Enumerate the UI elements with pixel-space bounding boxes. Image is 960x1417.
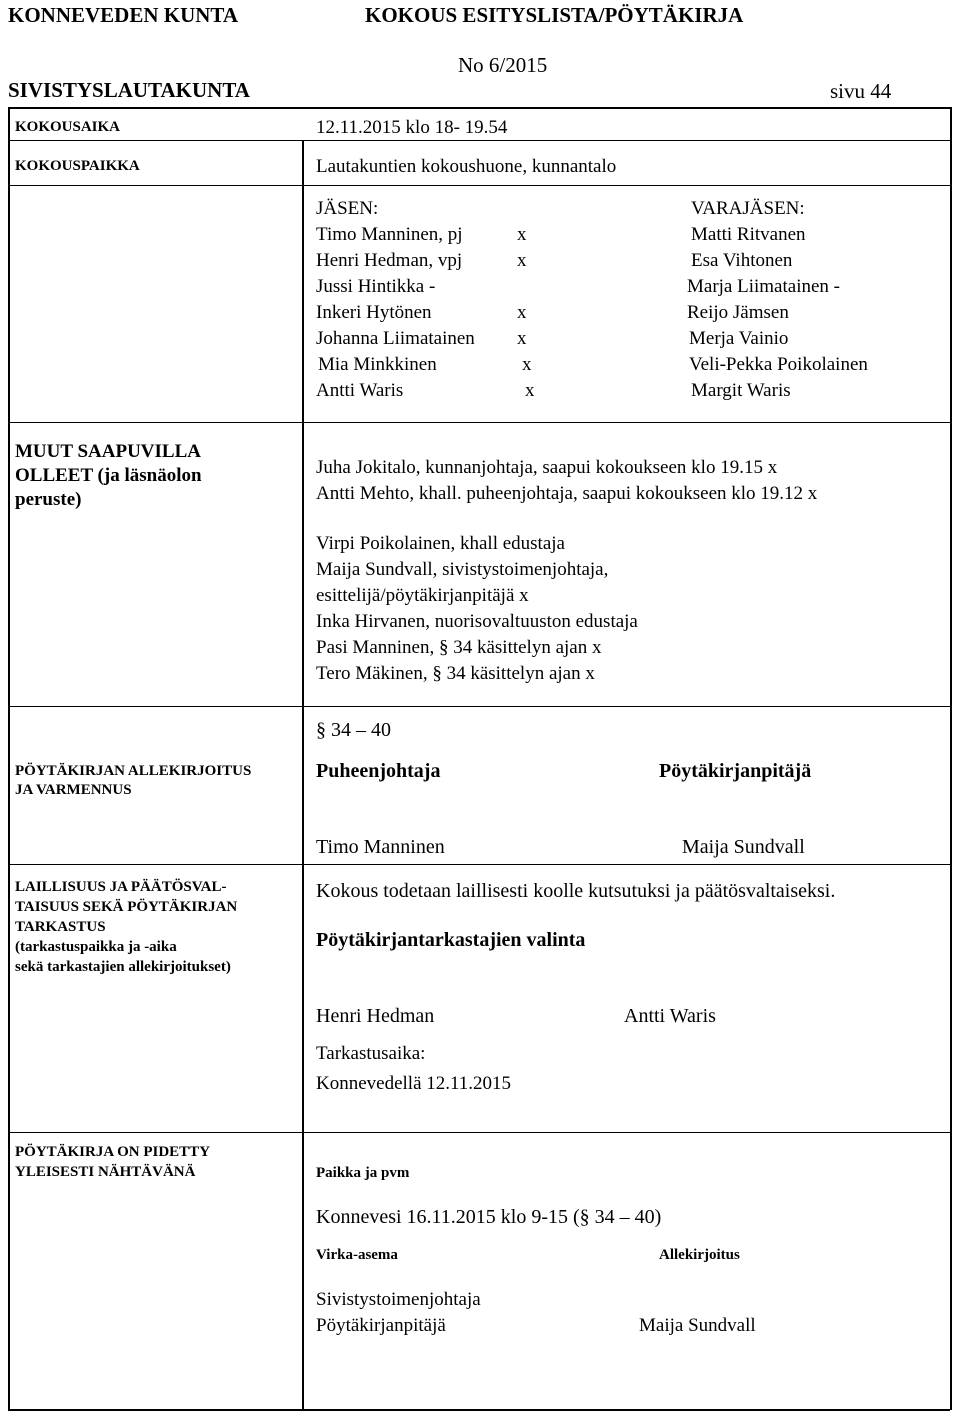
office-line: Pöytäkirjanpitäjä bbox=[316, 1315, 446, 1336]
rule-5 bbox=[8, 864, 950, 865]
member-name: Johanna Liimatainen bbox=[316, 328, 475, 349]
review-time-label: Tarkastusaika: bbox=[316, 1043, 426, 1064]
deputy-name: Merja Vainio bbox=[689, 328, 789, 349]
office-line: Sivistystoimenjohtaja bbox=[316, 1289, 481, 1310]
others-label-line: OLLEET (ja läsnäolon bbox=[15, 465, 202, 486]
attendee-line: Pasi Manninen, § 34 käsittelyn ajan x bbox=[316, 637, 602, 658]
attendee-line: Tero Mäkinen, § 34 käsittelyn ajan x bbox=[316, 663, 595, 684]
rule-right bbox=[950, 107, 952, 1410]
member-name: Mia Minkkinen bbox=[318, 354, 437, 375]
deputy-name: Matti Ritvanen bbox=[691, 224, 806, 245]
member-name: Antti Waris bbox=[316, 380, 404, 401]
rule-3 bbox=[8, 422, 950, 423]
attendance-mark: x bbox=[517, 250, 527, 271]
attendee-line: Antti Mehto, khall. puheenjohtaja, saapui kokoukseen klo 19.12 x bbox=[316, 483, 818, 504]
attendee-line: Juha Jokitalo, kunnanjohtaja, saapui kokoukseen klo 19.15 x bbox=[316, 457, 778, 478]
place-date-label: Paikka ja pvm bbox=[316, 1165, 410, 1181]
reviewers-heading: Pöytäkirjantarkastajien valinta bbox=[316, 929, 586, 951]
page-number: sivu 44 bbox=[830, 79, 892, 103]
rule-top bbox=[8, 107, 950, 109]
signature-label: Allekirjoitus bbox=[659, 1247, 740, 1263]
deputy-name: Veli-Pekka Poikolainen bbox=[689, 354, 868, 375]
meeting-place-label: KOKOUSPAIKKA bbox=[15, 158, 140, 174]
members-heading: JÄSEN: bbox=[316, 198, 379, 219]
municipality-name: KONNEVEDEN KUNTA bbox=[8, 3, 239, 27]
rule-1 bbox=[8, 140, 950, 141]
deputy-name: Esa Vihtonen bbox=[691, 250, 793, 271]
meeting-time-label: KOKOUSAIKA bbox=[15, 119, 121, 135]
attendee-line: esittelijä/pöytäkirjanpitäjä x bbox=[316, 585, 529, 606]
attendance-mark: x bbox=[517, 328, 527, 349]
section-range: § 34 – 40 bbox=[316, 719, 391, 741]
place-date-value: Konnevesi 16.11.2015 klo 9-15 (§ 34 – 40) bbox=[316, 1206, 662, 1228]
legality-statement: Kokous todetaan laillisesti koolle kutsutuksi ja päätösvaltaiseksi. bbox=[316, 880, 836, 902]
office-label: Virka-asema bbox=[316, 1247, 398, 1263]
deputy-name: Reijo Jämsen bbox=[687, 302, 789, 323]
attendance-mark: x bbox=[522, 354, 532, 375]
rule-column bbox=[302, 140, 304, 1410]
rule-left bbox=[8, 107, 10, 1410]
attendee-line: Inka Hirvanen, nuorisovaltuuston edustaja bbox=[316, 611, 638, 632]
legality-label-line: (tarkastuspaikka ja -aika bbox=[15, 939, 177, 955]
deputy-name: Margit Waris bbox=[691, 380, 791, 401]
signer-name: Maija Sundvall bbox=[639, 1315, 756, 1336]
member-name: Inkeri Hytönen bbox=[316, 302, 432, 323]
rule-bottom bbox=[8, 1409, 950, 1411]
legality-label-line: TAISUUS SEKÄ PÖYTÄKIRJAN bbox=[15, 899, 238, 915]
display-label-line: YLEISESTI NÄHTÄVÄNÄ bbox=[15, 1164, 196, 1180]
document-number: No 6/2015 bbox=[458, 53, 548, 77]
attendance-mark: x bbox=[517, 302, 527, 323]
rule-2 bbox=[8, 185, 950, 186]
chair-title: Puheenjohtaja bbox=[316, 760, 441, 782]
member-name: Jussi Hintikka - bbox=[316, 276, 436, 297]
reviewer-name: Antti Waris bbox=[624, 1005, 716, 1027]
legality-label-line: sekä tarkastajien allekirjoitukset) bbox=[15, 959, 231, 975]
chair-name: Timo Manninen bbox=[316, 836, 445, 858]
member-name: Timo Manninen, pj bbox=[316, 224, 463, 245]
reviewer-name: Henri Hedman bbox=[316, 1005, 435, 1027]
attendance-mark: x bbox=[525, 380, 535, 401]
document-type: KOKOUS ESITYSLISTA/PÖYTÄKIRJA bbox=[365, 3, 744, 27]
others-label-line: peruste) bbox=[15, 489, 82, 510]
legality-label-line: LAILLISUUS JA PÄÄTÖSVAL- bbox=[15, 879, 227, 895]
meeting-time-value: 12.11.2015 klo 18- 19.54 bbox=[316, 117, 508, 138]
legality-label-line: TARKASTUS bbox=[15, 919, 106, 935]
others-label-line: MUUT SAAPUVILLA bbox=[15, 441, 201, 462]
member-name: Henri Hedman, vpj bbox=[316, 250, 463, 271]
attendee-line: Virpi Poikolainen, khall edustaja bbox=[316, 533, 565, 554]
deputies-heading: VARAJÄSEN: bbox=[691, 198, 805, 219]
attendance-mark: x bbox=[517, 224, 527, 245]
signatures-label-line: JA VARMENNUS bbox=[15, 782, 132, 798]
meeting-place-value: Lautakuntien kokoushuone, kunnantalo bbox=[316, 156, 617, 177]
committee-name: SIVISTYSLAUTAKUNTA bbox=[8, 78, 250, 102]
review-place-date: Konnevedellä 12.11.2015 bbox=[316, 1073, 512, 1094]
signatures-label-line: PÖYTÄKIRJAN ALLEKIRJOITUS bbox=[15, 763, 252, 779]
attendee-line: Maija Sundvall, sivistystoimenjohtaja, bbox=[316, 559, 609, 580]
secretary-name: Maija Sundvall bbox=[682, 836, 805, 858]
deputy-name: Marja Liimatainen - bbox=[687, 276, 840, 297]
display-label-line: PÖYTÄKIRJA ON PIDETTY bbox=[15, 1144, 211, 1160]
rule-4 bbox=[8, 706, 950, 707]
secretary-title: Pöytäkirjanpitäjä bbox=[659, 760, 812, 782]
rule-6 bbox=[8, 1132, 950, 1133]
